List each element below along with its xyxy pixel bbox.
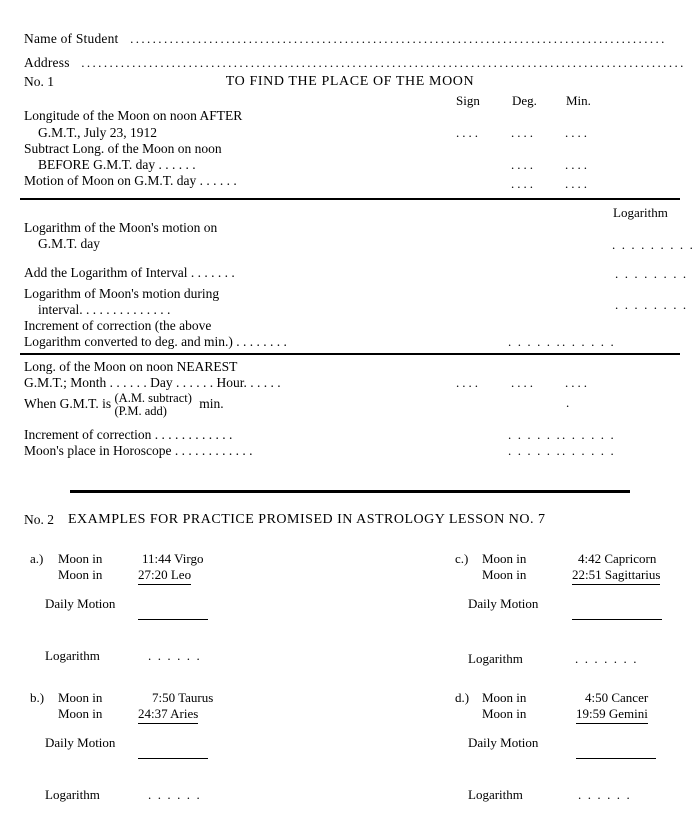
example-c-daily-motion-label: Daily Motion [468, 596, 539, 611]
example-a-line1-value: 11:44 Virgo [142, 551, 204, 566]
row-2-label-line1: Subtract Long. of the Moon on noon [24, 141, 222, 156]
column-header-logarithm: Logarithm [613, 205, 668, 220]
row-3-deg-field[interactable]: .... [565, 176, 590, 191]
example-b-answer-rule[interactable] [138, 758, 208, 759]
section-divider-1 [20, 198, 680, 200]
example-c-line1-value: 4:42 Capricorn [578, 551, 657, 566]
address-label: Address [24, 55, 70, 70]
log-row-1-field[interactable]: . . . . . . . . . [612, 237, 695, 252]
section-2-title: EXAMPLES FOR PRACTICE PROMISED IN ASTROLOGY LESSON NO. 7 [68, 512, 546, 527]
row-2-min-field[interactable]: .... [565, 157, 590, 172]
row-1-label-line2: G.M.T., July 23, 1912 [38, 125, 158, 140]
log-row-4-label-line1: Increment of correction (the above [24, 318, 212, 333]
example-d-answer-rule[interactable] [576, 758, 656, 759]
row-3-label-line1: Motion of Moon on G.M.T. day . . . . . . [24, 173, 237, 188]
example-d-tag: d.) [455, 690, 470, 705]
example-a-line2-label: Moon in [58, 567, 103, 582]
student-name-line [24, 31, 680, 47]
student-name-label: Name of Student [24, 31, 119, 46]
example-c-line1-label: Moon in [482, 551, 527, 566]
example-a-logarithm-label: Logarithm [45, 648, 100, 663]
section-2-number: No. 2 [24, 512, 54, 527]
example-c-line2-value: 22:51 Sagittarius [572, 567, 660, 585]
log-row-4-label-line2: Logarithm converted to deg. and min.) . . . . . . . . [24, 334, 287, 349]
example-c-answer-rule[interactable] [572, 619, 662, 620]
row-3-sign-field[interactable]: .... [511, 176, 536, 191]
address-line [24, 55, 686, 71]
log-row-1-label-line1: Logarithm of the Moon's motion on [24, 220, 218, 235]
nearest-row-4-min-field[interactable]: . . . . . . [562, 443, 616, 458]
log-row-1-label-line2: G.M.T. day [38, 236, 100, 251]
row-1-label-line1: Longitude of the Moon on noon AFTER [24, 108, 243, 123]
example-c-logarithm-field[interactable]: . . . . . . . [575, 651, 639, 666]
example-a-answer-rule[interactable] [138, 619, 208, 620]
nearest-row-3-deg-field[interactable]: . . . . . . [508, 427, 562, 442]
example-b-logarithm-field[interactable]: . . . . . . [148, 787, 202, 802]
nearest-row-2-min-field[interactable]: . [566, 395, 573, 410]
row-2-label-line2: BEFORE G.M.T. day . . . . . . [38, 157, 196, 172]
row-1-min-field[interactable]: .... [565, 125, 590, 140]
example-d-line1-label: Moon in [482, 690, 527, 705]
example-d-line2-value: 19:59 Gemini [576, 706, 648, 724]
example-d-line1-value: 4:50 Cancer [585, 690, 649, 705]
row-2-deg-field[interactable]: .... [511, 157, 536, 172]
nearest-row-1-deg-field[interactable]: .... [511, 375, 536, 390]
example-b-line1-label: Moon in [58, 690, 103, 705]
log-row-4-deg-field[interactable]: . . . . . . [508, 334, 562, 349]
section-heavy-divider [70, 490, 630, 493]
example-c-tag: c.) [455, 551, 469, 566]
nearest-row-1-min-field[interactable]: .... [565, 375, 590, 390]
row-1-sign-field[interactable]: .... [456, 125, 481, 140]
example-d-line2-label: Moon in [482, 706, 527, 721]
nearest-row-3-min-field[interactable]: . . . . . . [562, 427, 616, 442]
column-header-sign: Sign [456, 93, 480, 108]
am-subtract-option: (A.M. subtract) [114, 391, 192, 405]
column-header-deg: Deg. [512, 93, 537, 108]
nearest-row-4-deg-field[interactable]: . . . . . . [508, 443, 562, 458]
example-a-logarithm-field[interactable]: . . . . . . [148, 648, 202, 663]
example-b-logarithm-label: Logarithm [45, 787, 100, 802]
am-pm-brace [115, 392, 192, 418]
log-row-3-label-line1: Logarithm of Moon's motion during [24, 286, 220, 301]
example-a-line2-value: 27:20 Leo [138, 567, 191, 585]
nearest-row-1-sign-field[interactable]: .... [456, 375, 481, 390]
nearest-row-3-label: Increment of correction . . . . . . . . . . . . [24, 427, 233, 442]
example-a-line1-label: Moon in [58, 551, 103, 566]
log-row-4-min-field[interactable]: . . . . . . [562, 334, 616, 349]
gmt-condition-suffix: min. [199, 396, 224, 412]
nearest-row-4-label: Moon's place in Horoscope . . . . . . . . . . . . [24, 443, 253, 458]
log-row-3-field[interactable]: . . . . . . . . [615, 297, 688, 312]
section-1-number: No. 1 [24, 74, 54, 89]
section-1-title: TO FIND THE PLACE OF THE MOON [225, 74, 475, 89]
gmt-condition-prefix: When G.M.T. is [24, 396, 112, 412]
example-a-tag: a.) [30, 551, 44, 566]
example-b-line2-value: 24:37 Aries [138, 706, 198, 724]
example-c-logarithm-label: Logarithm [468, 651, 523, 666]
column-header-min: Min. [566, 93, 591, 108]
nearest-row-1-label-line2: G.M.T.; Month . . . . . . Day . . . . . . Hour. . . . . . [24, 375, 281, 390]
example-d-logarithm-field[interactable]: . . . . . . [578, 787, 632, 802]
example-b-daily-motion-label: Daily Motion [45, 735, 116, 750]
log-row-2-label: Add the Logarithm of Interval . . . . . . . [24, 265, 235, 280]
section-divider-2 [20, 353, 680, 355]
example-c-line2-label: Moon in [482, 567, 527, 582]
student-name-dots[interactable]: ............................................................................................... [130, 31, 667, 46]
example-b-tag: b.) [30, 690, 45, 705]
row-1-deg-field[interactable]: .... [511, 125, 536, 140]
nearest-row-1-label-line1: Long. of the Moon on noon NEAREST [24, 359, 238, 374]
pm-add-option: (P.M. add) [114, 404, 167, 419]
example-d-logarithm-label: Logarithm [468, 787, 523, 802]
log-row-3-label-line2: interval. . . . . . . . . . . . . . [38, 302, 171, 317]
address-dots[interactable]: ........................................................................................................... [81, 55, 686, 70]
example-d-daily-motion-label: Daily Motion [468, 735, 539, 750]
example-b-line2-label: Moon in [58, 706, 103, 721]
log-row-2-field[interactable]: . . . . . . . . [615, 266, 688, 281]
example-b-line1-value: 7:50 Taurus [152, 690, 214, 705]
nearest-row-2-label [24, 392, 224, 418]
example-a-daily-motion-label: Daily Motion [45, 596, 116, 611]
